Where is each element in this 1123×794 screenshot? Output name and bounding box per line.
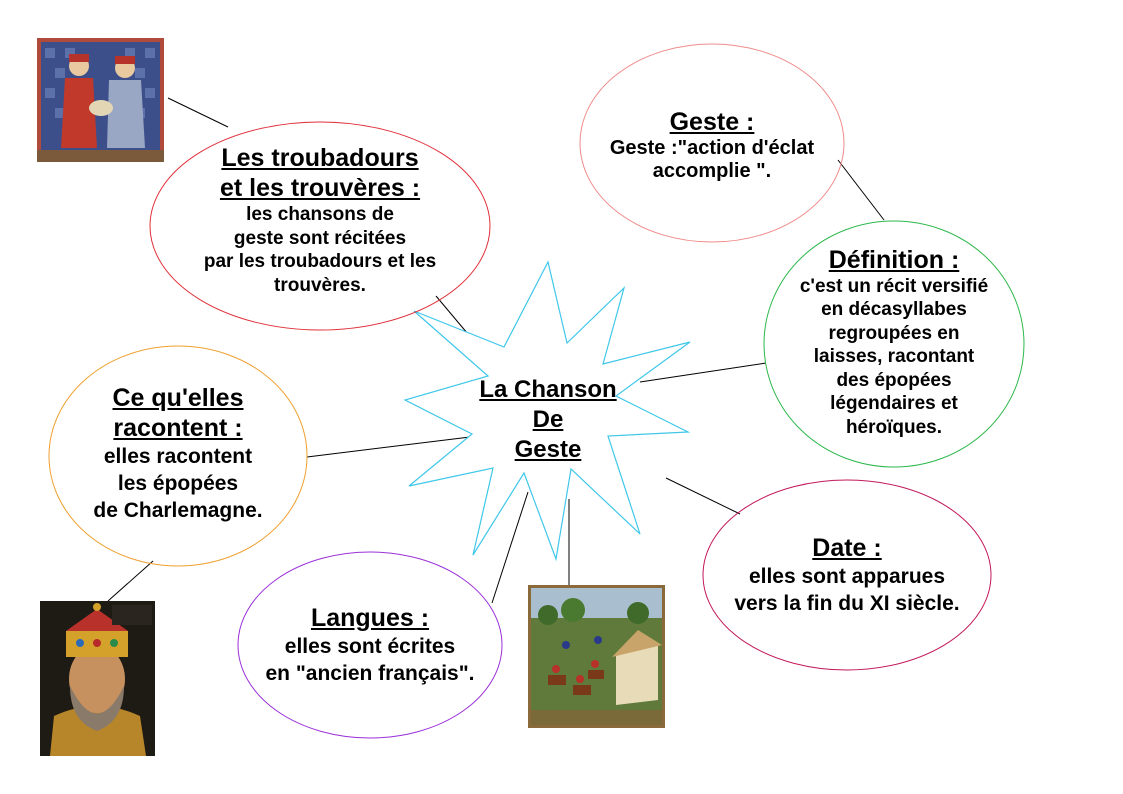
node-racontent-body: elles racontent les épopées de Charlemagne. [93, 444, 263, 522]
node-langues [244, 600, 496, 690]
node-geste [590, 100, 834, 190]
node-definition [774, 240, 1014, 444]
troubadours-miniature-icon [37, 38, 164, 162]
connector-racontent-image [108, 561, 153, 601]
node-racontent-title: Ce qu'elles racontent : [112, 383, 244, 442]
connector-date [666, 478, 740, 514]
charlemagne-portrait-icon [40, 601, 155, 756]
node-date-title: Date : [812, 534, 882, 562]
connector-troubadours-image [168, 98, 228, 127]
node-date [708, 530, 986, 620]
connector-geste [838, 160, 884, 220]
node-definition-body: c'est un récit versifié en décasyllabes regroupées en laisses, racontant des épopées légendaires et héroïques. [799, 275, 989, 438]
connector-racontent [307, 437, 470, 457]
center-title-line-1: La Chanson [479, 376, 617, 403]
center-title [448, 375, 648, 465]
node-langues-body: elles sont écrites en "ancien français". [265, 635, 475, 685]
node-racontent [58, 378, 298, 528]
node-troubadours-title: Les troubadours et les trouvères : [219, 144, 421, 202]
node-troubadours [170, 140, 470, 300]
node-definition-title: Définition : [828, 245, 960, 274]
center-title-line-2: De [532, 406, 564, 433]
node-langues-title: Langues : [310, 604, 430, 632]
medieval-battle-scene-icon [528, 585, 665, 728]
node-date-body: elles sont apparues vers la fin du XI siècle. [734, 565, 960, 615]
node-troubadours-body: les chansons de geste sont récitées par les troubadours et les trouvères. [203, 204, 437, 296]
node-geste-title: Geste : [669, 107, 755, 136]
center-title-line-3: Geste [514, 436, 582, 463]
node-geste-body: Geste :"action d'éclat accomplie ". [609, 136, 815, 182]
connector-definition [640, 363, 766, 382]
